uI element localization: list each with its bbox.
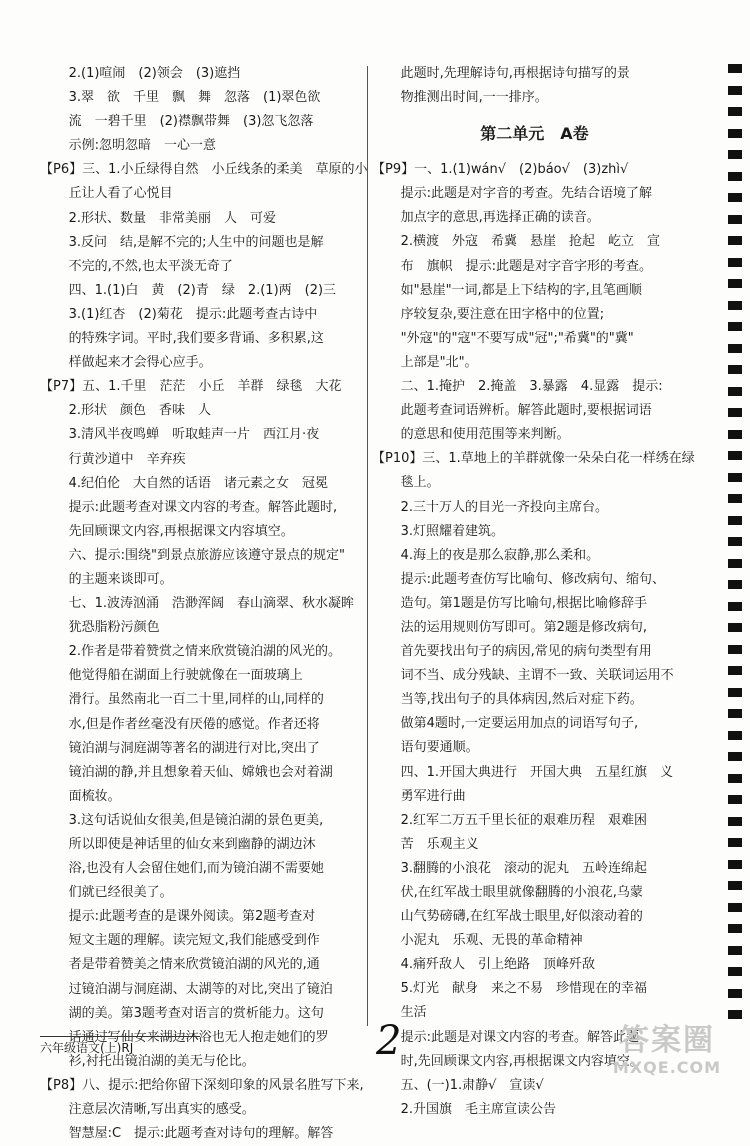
text-line: 3.(1)红杏 (2)菊花 提示:此题考查古诗中	[68, 306, 318, 322]
text-line: 小泥丸 乐观、无畏的革命精神	[400, 933, 583, 949]
watermark-logo	[602, 1024, 732, 1082]
section-heading: 第二单元 A卷	[480, 124, 589, 144]
edge-mark	[728, 602, 742, 611]
edge-mark	[728, 516, 742, 525]
text-line: 4.纪伯伦 大自然的话语 诸元素之女 冠冕	[68, 475, 328, 491]
edge-mark	[728, 623, 742, 632]
edge-mark	[728, 387, 742, 396]
edge-mark	[728, 494, 742, 503]
text-line: 2.横渡 外寇 希冀 悬崖 抢起 屹立 宣	[400, 234, 660, 250]
text-line: 山气势磅礴,在红军战士眼里,好似滚动着的	[400, 909, 643, 925]
edge-mark	[728, 408, 742, 417]
edge-mark	[728, 301, 742, 310]
text-line: 2.作者是带着赞赏之情来欣赏镜泊湖的风光的。	[68, 644, 341, 660]
text-line: 犹恐脂粉污颜色	[68, 620, 160, 636]
text-line: 【P6】三、1.小丘绿得自然 小丘线条的柔美 草原的小	[40, 162, 368, 178]
text-line: 2.(1)喧闹 (2)领会 (3)遮挡	[68, 66, 241, 81]
text-line: 此题考查词语辨析。解答此题时,要根据词语	[400, 403, 652, 419]
text-line: 提示:此题考查对课文内容的考查。解答此题时,	[68, 499, 338, 515]
edge-mark	[728, 967, 742, 976]
edge-mark	[728, 774, 742, 783]
text-line: 4.海上的夜是那么寂静,那么柔和。	[400, 547, 600, 563]
text-line: 者是带着赞美之情来欣赏镜泊湖的风光的,通	[68, 957, 320, 973]
edge-mark	[728, 430, 742, 439]
text-line: 4.痛歼敌人 引上绝路 顶峰歼敌	[400, 957, 595, 973]
edge-mark	[728, 731, 742, 740]
edge-mark	[728, 709, 742, 718]
text-line: 序较复杂,要注意在田字格中的位置;	[400, 306, 605, 322]
text-line: 【P10】三、1.草地上的羊群就像一朵朵白花一样绣在绿	[372, 451, 695, 467]
text-line: 的意思和使用范围等来判断。	[400, 427, 570, 443]
edge-mark	[728, 344, 742, 353]
text-line: 衫,衬托出镜泊湖的美无与伦比。	[68, 1053, 255, 1069]
text-line: 面梳妆。	[68, 788, 121, 804]
edge-mark	[728, 795, 742, 804]
edge-mark	[728, 666, 742, 675]
text-line: 滑行。虽然南北一百二十里,同样的山,同样的	[68, 692, 324, 708]
text-line: 当等,找出句子的具体病因,然后对症下药。	[400, 692, 643, 708]
text-line: 3.灯照耀着建筑。	[400, 523, 504, 539]
edge-mark	[728, 86, 742, 95]
text-line: 做第4题时,一定要运用加点的词语写句子,	[400, 716, 639, 732]
text-line: 镜泊湖与洞庭湖等著名的湖进行对比,突出了	[68, 740, 320, 756]
edge-mark	[728, 451, 742, 460]
edge-mark	[728, 924, 742, 933]
edge-mark	[728, 150, 742, 159]
edge-mark	[728, 559, 742, 568]
text-line: 2.形状 颜色 香味 人	[68, 403, 211, 419]
watermark-text: 答案圈	[619, 1023, 715, 1058]
edge-mark	[728, 817, 742, 826]
edge-mark	[728, 258, 742, 267]
edge-mark	[728, 752, 742, 761]
edge-mark	[728, 279, 742, 288]
text-line: 布 旗帜 提示:此题是对字音字形的考查。	[400, 258, 652, 274]
edge-index-marks	[728, 64, 742, 1024]
edge-mark	[728, 473, 742, 482]
edge-mark	[728, 322, 742, 331]
edge-mark	[728, 107, 742, 116]
text-line: 毯上。	[400, 475, 440, 491]
text-line: 3.翠 欲 千里 飘 舞 忽落 (1)翠色欲	[68, 90, 321, 106]
text-line: 时,先回顾课文内容,再根据课文内容填空。	[400, 1053, 643, 1069]
text-line: 造句。第1题是仿写比喻句,根据比喻修辞手	[400, 595, 647, 611]
text-line: 七、1.波涛汹涌 浩渺浑阔 春山滴翠、秋水凝眸	[68, 596, 354, 612]
footer-book-label: 六年级语文(上)RJ	[40, 1036, 200, 1056]
text-line: 2.形状、数量 非常美丽 人 可爱	[68, 210, 276, 226]
text-line: 3.翻腾的小浪花 滚动的泥丸 五岭连绵起	[400, 860, 647, 876]
text-line: 话通过写仙女来湖边沐浴也无人抱走她们的罗	[68, 1029, 329, 1045]
text-line: 勇军进行曲	[400, 788, 466, 804]
text-line: 不完的,不然,也太平淡无奇了	[68, 258, 233, 274]
text-line: 【P9】一、1.(1)wán√ (2)báo√ (3)zhì√	[372, 162, 629, 178]
text-line: 提示:此题考查仿写比喻句、修改病句、缩句、	[400, 571, 665, 587]
text-line: 所以即使是神话里的仙女来到幽静的湖边沐	[68, 837, 316, 852]
text-line: 2.升国旗 毛主席宣读公告	[400, 1101, 556, 1117]
text-line: 3.这句话说仙女很美,但是镜泊湖的景色更美,	[68, 812, 324, 828]
text-line: 3.反问 结,是解不完的;人生中的问题也是解	[68, 234, 324, 250]
text-line: 流 一碧千里 (2)襟飘带舞 (3)忽飞忽落	[68, 114, 314, 130]
text-line: 2.红军二万五千里长征的艰难历程 艰难困	[400, 812, 647, 828]
text-line: 提示:此题是对字音的考查。先结合语境了解	[400, 186, 652, 202]
edge-mark	[728, 1010, 742, 1019]
edge-mark	[728, 881, 742, 890]
text-line: 注意层次清晰,写出真实的感受。	[68, 1102, 255, 1118]
text-line: 先回顾课文内容,再根据课文内容填空。	[68, 523, 294, 539]
text-line: 四、1.开国大典进行 开国大典 五星红旗 义	[400, 764, 673, 780]
left-text-column	[40, 62, 370, 1146]
text-line: 物推测出时间,一一排序。	[400, 90, 548, 106]
text-line: 上部是"北"。	[400, 354, 478, 370]
text-line: 提示:此题是对课文内容的考查。解答此题	[400, 1029, 639, 1045]
text-line: 水,但是作者丝毫没有厌倦的感觉。作者还将	[68, 716, 320, 732]
text-line: 六、提示:围绕"到景点旅游应该遵守景点的规定"	[68, 547, 345, 563]
text-line: 二、1.掩护 2.掩盖 3.暴露 4.显露 提示:	[400, 379, 663, 395]
text-line: 此题时,先理解诗句,再根据诗句描写的景	[400, 66, 630, 81]
text-line: 五、(一)1.肃静√ 宣读√	[400, 1077, 544, 1093]
page-number: 2	[376, 1018, 402, 1064]
text-line: 语句要通顺。	[400, 740, 479, 756]
text-line: 生活	[400, 1005, 427, 1021]
text-line: 提示:此题考查的是课外阅读。第2题考查对	[68, 909, 316, 925]
text-line: 湖的美。第3题考查对语言的赏析能力。这句	[68, 1005, 324, 1021]
edge-mark	[728, 903, 742, 912]
edge-mark	[728, 688, 742, 697]
edge-mark	[728, 64, 742, 73]
text-line: 苦 乐观主义	[400, 836, 479, 852]
text-line: 短文主题的理解。读完短文,我们能感受到作	[68, 933, 320, 949]
column-divider	[367, 66, 368, 1026]
text-line: 如"悬崖"一词,都是上下结构的字,且笔画顺	[400, 282, 642, 298]
text-line: 5.灯光 献身 来之不易 珍惜现在的幸福	[400, 981, 647, 997]
text-line: 镜泊湖的静,并且想象着天仙、嫦娥也会对着湖	[68, 764, 333, 780]
edge-mark	[728, 236, 742, 245]
text-line: 首先要找出句子的病因,常见的病句类型有用	[400, 644, 652, 660]
edge-mark	[728, 989, 742, 998]
text-line: 四、1.(1)白 黄 (2)青 绿 2.(1)两 (2)三	[68, 282, 337, 298]
text-line: 浴,也没有人会留住她们,而为镜泊湖不需要她	[68, 861, 324, 877]
text-line: "外寇"的"寇"不要写成"冠";"希冀"的"冀"	[400, 330, 634, 346]
edge-mark	[728, 946, 742, 955]
edge-mark	[728, 838, 742, 847]
edge-mark	[728, 860, 742, 869]
text-line: 3.清风半夜鸣蝉 听取蛙声一片 西江月·夜	[68, 427, 320, 443]
text-line: 的特殊字词。平时,我们要多背诵、多积累,这	[68, 331, 324, 347]
edge-mark	[728, 365, 742, 374]
edge-mark	[728, 580, 742, 589]
text-line: 示例:忽明忽暗 一心一意	[68, 138, 216, 154]
text-line: 词不当、成分残缺、主谓不一致、关联词运用不	[400, 668, 674, 684]
text-line: 加点字的意思,再选择正确的读音。	[400, 210, 600, 226]
text-line: 样做起来才会得心应手。	[68, 355, 212, 371]
text-line: 过镜泊湖与洞庭湖、太湖等的对比,突出了镜泊	[68, 981, 333, 997]
edge-mark	[728, 537, 742, 546]
text-line: 智慧屋:C 提示:此题考查对诗句的理解。解答	[68, 1126, 334, 1142]
text-line: 2.三十万人的目光一齐投向主席台。	[400, 499, 608, 515]
text-line: 们就已经很美了。	[68, 885, 173, 901]
edge-mark	[728, 172, 742, 181]
text-line: 他觉得船在湖面上行驶就像在一面玻璃上	[68, 668, 303, 684]
text-line: 【P7】五、1.千里 茫茫 小丘 羊群 绿毯 大花	[40, 379, 342, 395]
edge-mark	[728, 215, 742, 224]
text-line: 伏,在红军战士眼里就像翻腾的小浪花,乌蒙	[400, 885, 643, 900]
text-line: 的主题来谈即可。	[68, 571, 173, 587]
text-line: 【P8】八、提示:把给你留下深刻印象的风景名胜写下来,	[40, 1077, 364, 1093]
edge-mark	[728, 645, 742, 654]
text-line: 丘让人看了心悦目	[68, 186, 173, 202]
right-text-column	[372, 62, 697, 1122]
text-line: 行黄沙道中 辛弃疾	[68, 451, 186, 467]
edge-mark	[728, 129, 742, 138]
text-line: 法的运用规则仿写即可。第2题是修改病句,	[400, 619, 647, 635]
watermark-url: MXQE.COM	[612, 1058, 722, 1077]
edge-mark	[728, 193, 742, 202]
